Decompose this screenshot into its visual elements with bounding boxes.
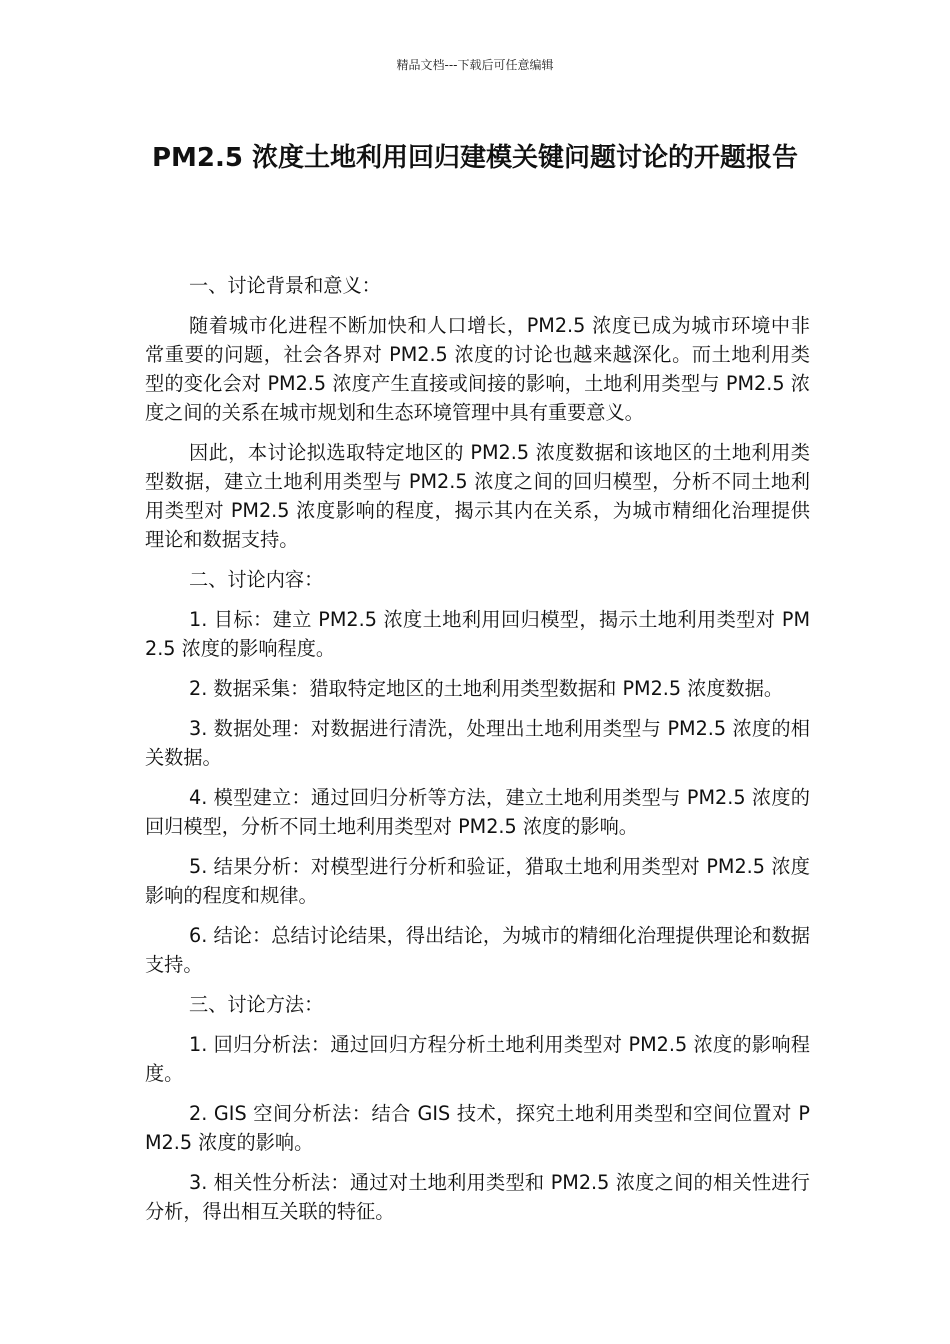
list-item-model-building: 4. 模型建立：通过回归分析等方法，建立土地利用类型与 PM2.5 浓度的回归模型，分析不同土地利用类型对 PM2.5 浓度的影响。 — [145, 786, 810, 838]
list-item-conclusion: 6. 结论：总结讨论结果，得出结论，为城市的精细化治理提供理论和数据支持。 — [145, 924, 810, 976]
list-item-goal: 1. 目标：建立 PM2.5 浓度土地利用回归模型，揭示土地利用类型对 PM2.5 浓度的影响程度。 — [145, 608, 810, 660]
list-item-correlation-method: 3. 相关性分析法：通过对土地利用类型和 PM2.5 浓度之间的相关性进行分析，得出相互关联的特征。 — [145, 1171, 810, 1223]
list-item-data-collection: 2. 数据采集：猎取特定地区的土地利用类型数据和 PM2.5 浓度数据。 — [189, 677, 784, 700]
paragraph-purpose: 因此，本讨论拟选取特定地区的 PM2.5 浓度数据和该地区的土地利用类型数据，建立土地利用类型与 PM2.5 浓度之间的回归模型，分析不同土地利用类型对 PM2.5 浓度影响的程度，揭示其内在关系，为城市精细化治理提供理论和数据支持。 — [145, 441, 810, 551]
list-item-result-analysis: 5. 结果分析：对模型进行分析和验证，猎取土地利用类型对 PM2.5 浓度影响的程度和规律。 — [145, 855, 810, 907]
page-header-watermark: 精品文档---下载后可任意编辑 — [396, 58, 554, 72]
document-title: PM2.5 浓度土地利用回归建模关键问题讨论的开题报告 — [151, 143, 799, 173]
section-heading-background: 一、讨论背景和意义： — [189, 274, 381, 297]
list-item-data-processing: 3. 数据处理：对数据进行清洗，处理出土地利用类型与 PM2.5 浓度的相关数据。 — [145, 717, 810, 769]
section-heading-content: 二、讨论内容： — [189, 568, 324, 591]
paragraph-background: 随着城市化进程不断加快和人口增长，PM2.5 浓度已成为城市环境中非常重要的问题，社会各界对 PM2.5 浓度的讨论也越来越深化。而土地利用类型的变化会对 PM2.5 浓度产生直接或间接的影响，土地利用类型与 PM2.5 浓度之间的关系在城市规划和生态环境管理中具有重要意义。 — [145, 314, 810, 424]
section-heading-methods: 三、讨论方法： — [189, 993, 324, 1016]
list-item-gis-method: 2. GIS 空间分析法：结合 GIS 技术，探究土地利用类型和空间位置对 PM2.5 浓度的影响。 — [145, 1102, 810, 1154]
list-item-regression-method: 1. 回归分析法：通过回归方程分析土地利用类型对 PM2.5 浓度的影响程度。 — [145, 1033, 810, 1085]
document-body — [145, 271, 810, 1237]
